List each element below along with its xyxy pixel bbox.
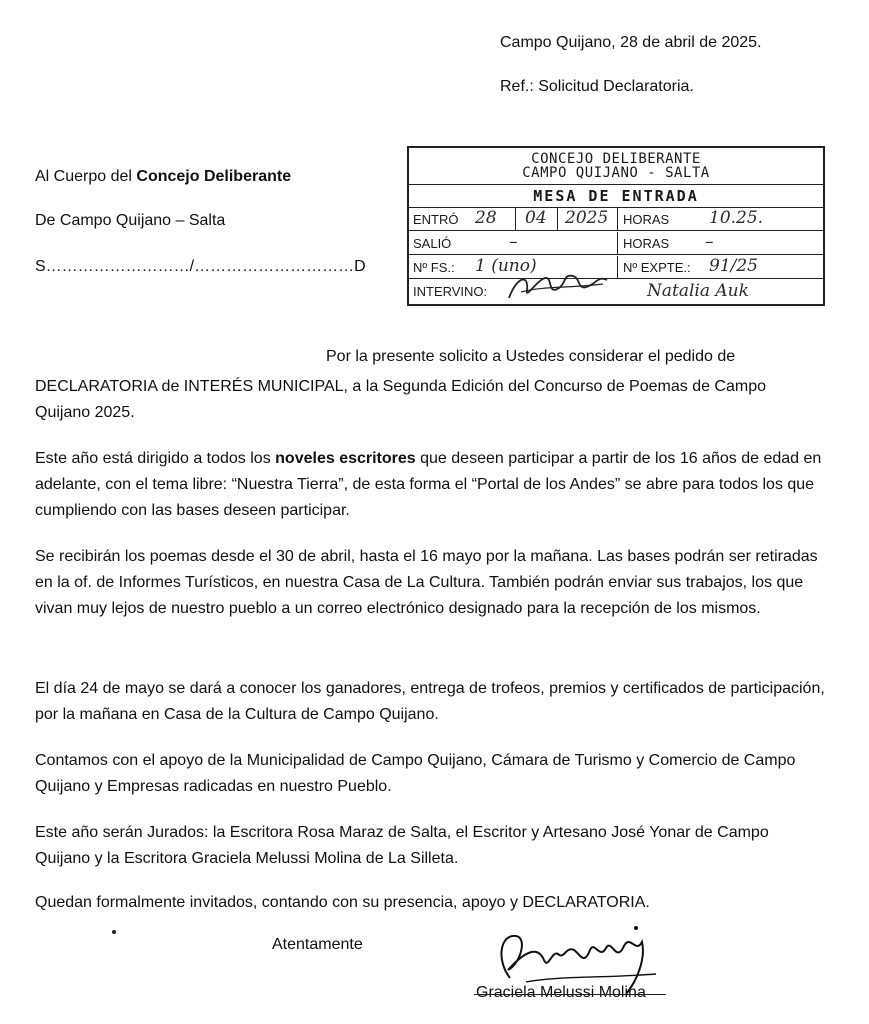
salio-label: SALIÓ xyxy=(413,236,452,251)
stamp-row-entro xyxy=(409,208,823,231)
paragraph-2-end: que deseen participar a partir de los 16 años de edad en adelante, con el tema libre: “Nuestra Tierra”, de esta forma el “Portal de los Andes” se abre para todos los que cumpliendo con las bases deseen participar. xyxy=(35,450,822,519)
fs-value: 1 (uno) xyxy=(475,256,537,276)
paragraph-1: DECLARATORIA de INTERÉS MUNICIPAL, a la Segunda Edición del Concurso de Poemas de Campo Quijano 2025. xyxy=(35,378,767,421)
horas-in-value: 10.25. xyxy=(709,208,764,228)
entro-year: 2025 xyxy=(565,208,609,228)
addressee-line-3: S………………………/…………………………D xyxy=(35,258,366,275)
horas-out-label: HORAS xyxy=(623,236,670,251)
paragraph-3: Se recibirán los poemas desde el 30 de abril, hasta el 16 mayo por la mañana. Las bases podrán ser retiradas en la of. de Informes Turísticos, en nuestra Casa de La Cultura. También podrán enviar sus trabajos, los que vivan muy lejos de nuestro pueblo a un correo electrónico designado para la recepción de los mismos. xyxy=(35,548,818,617)
paragraph-7: Quedan formalmente invitados, contando con su presencia, apoyo y DECLARATORIA. xyxy=(35,894,650,911)
stamp-row-salio xyxy=(409,232,823,255)
closing-salutation: Atentamente xyxy=(272,936,363,953)
intervino-name: Natalia Auk xyxy=(647,281,749,301)
addressee-bold: Concejo Deliberante xyxy=(136,168,292,185)
stamp-section: MESA DE ENTRADA xyxy=(409,184,823,208)
ink-dot xyxy=(112,930,116,934)
stamp-row-intervino xyxy=(409,280,823,302)
addressee-prefix: Al Cuerpo del xyxy=(35,168,137,185)
entro-label: ENTRÓ xyxy=(413,212,459,227)
fs-label: Nº FS.: xyxy=(413,260,455,275)
stamp-title-1: CONCEJO DELIBERANTE xyxy=(531,151,701,167)
stamp-title-2: CAMPO QUIJANO - SALTA xyxy=(522,165,710,181)
expte-value: 91/25 xyxy=(709,256,758,276)
paragraph-2 xyxy=(35,446,825,524)
reception-stamp xyxy=(407,146,825,306)
paragraph-2-start: Este año está dirigido a todos los xyxy=(35,450,276,467)
paragraph-6: Este año serán Jurados: la Escritora Rosa Maraz de Salta, el Escritor y Artesano José Yonar de Campo Quijano y la Escritora Graciela Melussi Molina de La Silleta. xyxy=(35,824,769,867)
stamp-row-fs xyxy=(409,256,823,279)
paragraph-1-first-line: Por la presente solicito a Ustedes considerar el pedido de xyxy=(326,348,736,365)
signer-name: Graciela Melussi Molina xyxy=(476,984,646,1001)
addressee-line-1 xyxy=(35,168,291,186)
signature-underline xyxy=(474,994,666,995)
paragraph-2-bold: noveles escritores xyxy=(275,450,416,467)
entro-month: 04 xyxy=(525,208,547,228)
horas-in-label: HORAS xyxy=(623,212,670,227)
paragraph-5: Contamos con el apoyo de la Municipalidad de Campo Quijano, Cámara de Turismo y Comercio de Campo Quijano y Empresas radicadas en nuestro Pueblo. xyxy=(35,752,796,795)
intervino-label: INTERVINO: xyxy=(413,284,488,299)
place-date: Campo Quijano, 28 de abril de 2025. xyxy=(500,34,762,51)
paragraph-4: El día 24 de mayo se dará a conocer los ganadores, entrega de trofeos, premios y certificados de participación, por la mañana en Casa de la Cultura de Campo Quijano. xyxy=(35,680,825,723)
addressee-line-2: De Campo Quijano – Salta xyxy=(35,212,226,229)
expte-label: Nº EXPTE.: xyxy=(623,260,691,275)
reference-line: Ref.: Solicitud Declaratoria. xyxy=(500,78,694,95)
intervino-signature-icon xyxy=(503,270,613,304)
salio-value: – xyxy=(509,232,518,252)
entro-day: 28 xyxy=(475,208,497,228)
horas-out-value: – xyxy=(705,232,714,252)
